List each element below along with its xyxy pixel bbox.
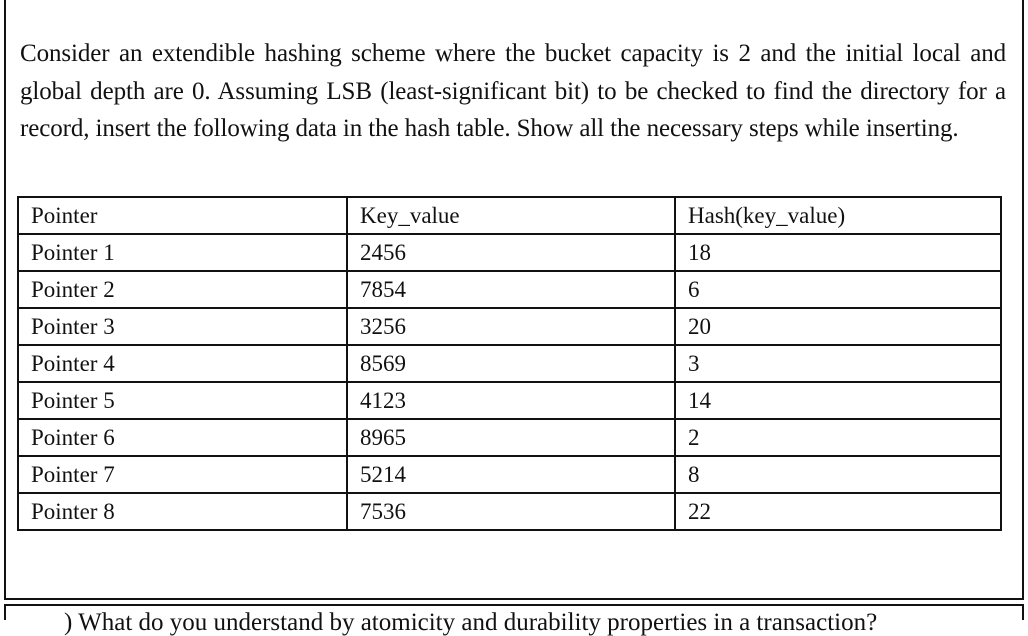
- key-value-cell: 7854: [347, 271, 675, 308]
- hash-cell: 6: [675, 271, 1001, 308]
- pointer-cell: Pointer 1: [18, 234, 347, 271]
- key-value-cell: 2456: [347, 234, 675, 271]
- frame-right-tick: [1022, 606, 1024, 620]
- header-hash-key-value: Hash(key_value): [675, 197, 1001, 234]
- key-value-cell: 5214: [347, 456, 675, 493]
- header-key-value: Key_value: [347, 197, 675, 234]
- key-value-cell: 4123: [347, 382, 675, 419]
- table-row: [18, 419, 1001, 456]
- pointer-cell: Pointer 8: [18, 493, 347, 530]
- hash-cell: 20: [675, 308, 1001, 345]
- hash-cell: 14: [675, 382, 1001, 419]
- table-row: [18, 456, 1001, 493]
- header-pointer: Pointer: [18, 197, 347, 234]
- key-value-cell: 3256: [347, 308, 675, 345]
- table-row: [18, 234, 1001, 271]
- pointer-cell: Pointer 3: [18, 308, 347, 345]
- hash-cell: 2: [675, 419, 1001, 456]
- table-row: [18, 382, 1001, 419]
- key-value-cell: 8965: [347, 419, 675, 456]
- table-row: [18, 345, 1001, 382]
- table-row: [18, 493, 1001, 530]
- pointer-cell: Pointer 2: [18, 271, 347, 308]
- hash-cell: 8: [675, 456, 1001, 493]
- table-header-row: [18, 197, 1001, 234]
- table-row: [18, 271, 1001, 308]
- pointer-cell: Pointer 7: [18, 456, 347, 493]
- hash-cell: 18: [675, 234, 1001, 271]
- next-question-frame: [4, 604, 1024, 636]
- pointer-cell: Pointer 5: [18, 382, 347, 419]
- frame-left-tick: [4, 606, 6, 620]
- key-value-cell: 7536: [347, 493, 675, 530]
- pointer-cell: Pointer 6: [18, 419, 347, 456]
- hash-cell: 3: [675, 345, 1001, 382]
- hash-cell: 22: [675, 493, 1001, 530]
- key-value-cell: 8569: [347, 345, 675, 382]
- pointer-cell: Pointer 4: [18, 345, 347, 382]
- table-row: [18, 308, 1001, 345]
- question-text: Consider an extendible hashing scheme where the bucket capacity is 2 and the initial local and global depth are 0. Assuming LSB (least-significant bit) to be checked to find the directory for a record, insert the following data in the hash table. Show all the necessary steps while inserting.: [20, 40, 1006, 142]
- frame-corner-tick: [1022, 0, 1024, 12]
- hash-data-table: [17, 196, 1002, 531]
- next-question-fragment: ) What do you understand by atomicity and durability properties in a transaction?: [64, 609, 878, 636]
